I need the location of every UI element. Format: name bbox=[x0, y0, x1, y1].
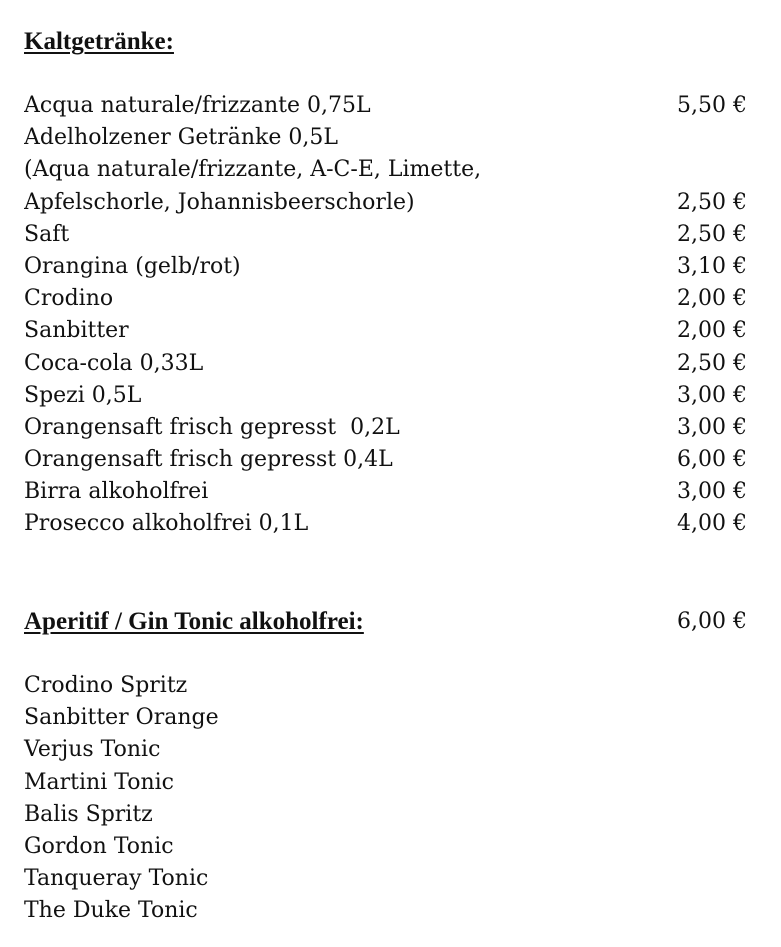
item-name: Birra alkoholfrei bbox=[24, 479, 209, 505]
item-name: Orangensaft frisch gepresst 0,4L bbox=[24, 447, 393, 473]
list-item: Crodino Spritz bbox=[24, 673, 188, 698]
list-item: Martini Tonic bbox=[24, 769, 174, 795]
item-price: 4,00 € bbox=[677, 511, 747, 537]
list-item bbox=[24, 90, 747, 122]
list-item bbox=[24, 508, 747, 540]
list-item: Verjus Tonic bbox=[24, 737, 161, 763]
list-item bbox=[24, 283, 747, 315]
list-item: The Duke Tonic bbox=[24, 898, 198, 924]
item-price: 3,00 € bbox=[677, 414, 747, 440]
aperitif-heading: Aperitif / Gin Tonic alkoholfrei: bbox=[24, 608, 364, 635]
list-item bbox=[24, 444, 747, 476]
item-name: Orangensaft frisch gepresst 0,2L bbox=[24, 414, 400, 440]
list-item bbox=[24, 122, 747, 154]
list-item bbox=[24, 348, 747, 380]
item-name: (Aqua naturale/frizzante, A-C-E, Limette, bbox=[24, 157, 482, 183]
cold-drinks-list bbox=[24, 90, 747, 541]
item-name: Orangina (gelb/rot) bbox=[24, 253, 241, 279]
item-price: 2,00 € bbox=[677, 318, 747, 344]
item-name: Crodino bbox=[24, 286, 114, 312]
item-name: Apfelschorle, Johannisbeerschorle) bbox=[24, 189, 415, 215]
item-name: Coca-cola 0,33L bbox=[24, 350, 204, 376]
item-price: 3,10 € bbox=[677, 253, 747, 279]
item-price: 3,00 € bbox=[677, 479, 747, 505]
item-price: 2,50 € bbox=[677, 189, 747, 215]
aperitif-price: 6,00 € bbox=[677, 609, 747, 634]
list-item: Balis Spritz bbox=[24, 801, 153, 827]
list-item bbox=[24, 251, 747, 283]
list-item bbox=[24, 315, 747, 347]
item-price: 3,00 € bbox=[677, 382, 747, 408]
item-price: 2,50 € bbox=[677, 221, 747, 247]
list-item bbox=[24, 187, 747, 219]
item-price: 2,50 € bbox=[677, 350, 747, 376]
item-name: Saft bbox=[24, 221, 70, 247]
item-price: 2,00 € bbox=[677, 286, 747, 312]
list-item: Gordon Tonic bbox=[24, 833, 174, 859]
item-price: 6,00 € bbox=[677, 447, 747, 473]
aperitif-list bbox=[24, 670, 747, 928]
list-item: Sanbitter Orange bbox=[24, 705, 219, 731]
item-name: Prosecco alkoholfrei 0,1L bbox=[24, 511, 309, 537]
list-item bbox=[24, 476, 747, 508]
item-name: Adelholzener Getränke 0,5L bbox=[24, 125, 338, 151]
list-item bbox=[24, 412, 747, 444]
list-item bbox=[24, 154, 747, 186]
item-name: Sanbitter bbox=[24, 318, 129, 344]
cold-drinks-heading: Kaltgetränke: bbox=[24, 28, 174, 55]
list-item bbox=[24, 380, 747, 412]
list-item: Tanqueray Tonic bbox=[24, 866, 209, 892]
item-name: Acqua naturale/frizzante 0,75L bbox=[24, 93, 371, 118]
list-item bbox=[24, 219, 747, 251]
item-name: Spezi 0,5L bbox=[24, 382, 142, 408]
item-price: 5,50 € bbox=[677, 93, 747, 118]
